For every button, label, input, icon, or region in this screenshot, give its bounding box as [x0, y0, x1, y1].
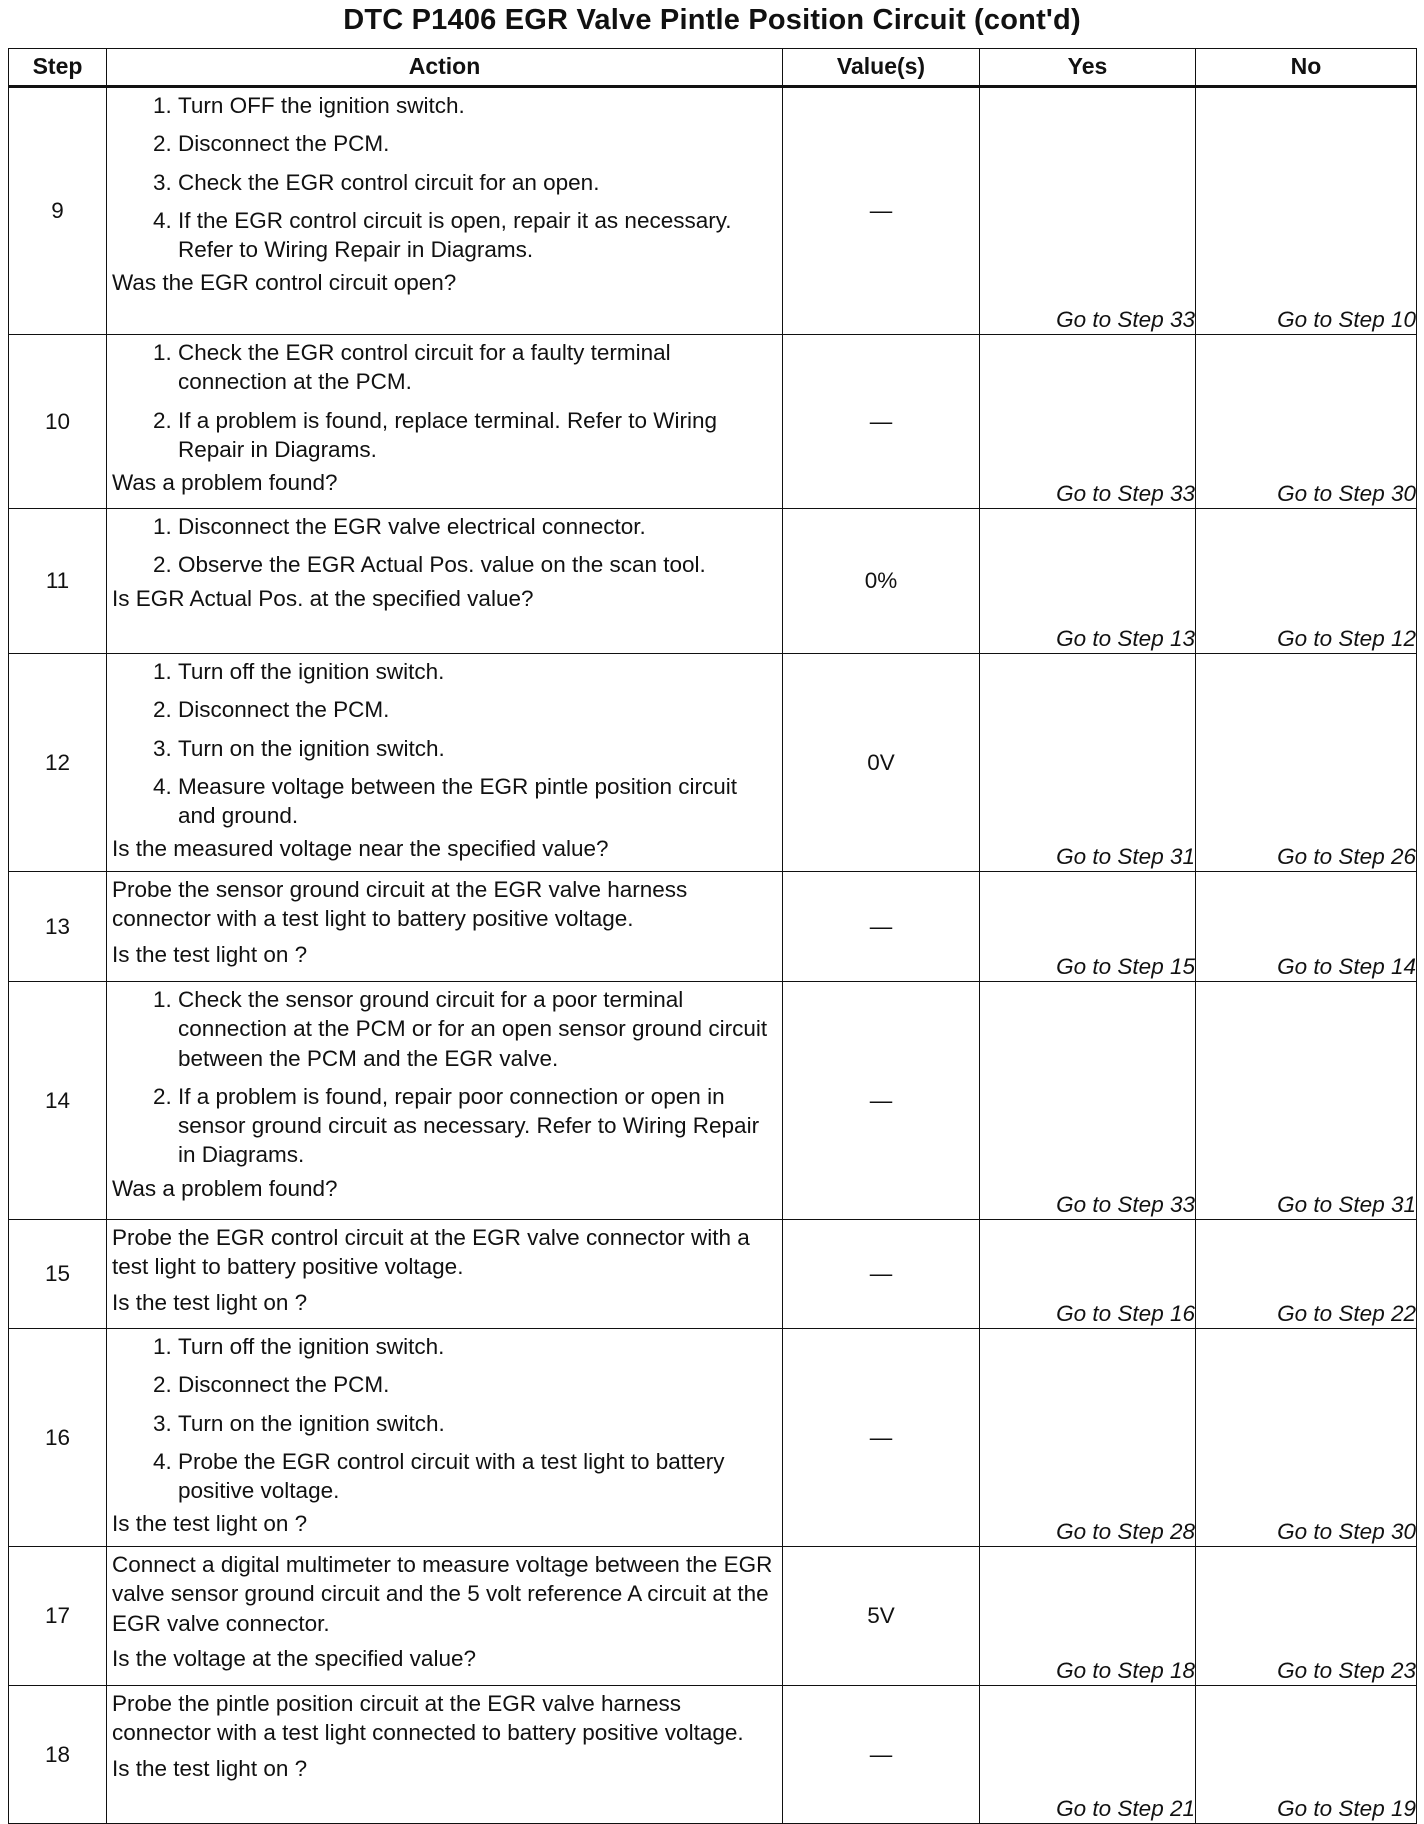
value-cell: —: [783, 872, 980, 982]
no-link[interactable]: Go to Step 31: [1196, 982, 1417, 1220]
yes-link[interactable]: Go to Step 33: [980, 87, 1196, 335]
action-step: 4. Probe the EGR control circuit with a test light to battery positive voltage.: [178, 1447, 778, 1506]
action-question: Is EGR Actual Pos. at the specified value?: [112, 585, 534, 611]
table-row-step-17: [9, 1547, 1417, 1686]
yes-link[interactable]: Go to Step 31: [980, 654, 1196, 872]
no-link[interactable]: Go to Step 30: [1196, 1329, 1417, 1547]
action-step: 1. Turn off the ignition switch.: [178, 1332, 778, 1361]
action-step: 1. Turn off the ignition switch.: [178, 657, 778, 686]
action-step: 2. If a problem is found, replace terminal. Refer to Wiring Repair in Diagrams.: [178, 406, 778, 465]
action-step: 4. Measure voltage between the EGR pintle position circuit and ground.: [178, 772, 778, 831]
no-link[interactable]: Go to Step 30: [1196, 335, 1417, 509]
step-number: 18: [9, 1686, 107, 1824]
yes-link[interactable]: Go to Step 33: [980, 335, 1196, 509]
value-cell: 0V: [783, 654, 980, 872]
action-step: 2. Observe the EGR Actual Pos. value on the scan tool.: [178, 550, 778, 579]
action-step: 1. Check the sensor ground circuit for a poor terminal connection at the PCM or for an open sensor ground circuit between the PCM and the EGR valve.: [178, 985, 778, 1073]
action-steps: [112, 338, 778, 468]
action-cell: [107, 872, 783, 982]
action-cell: [107, 1686, 783, 1824]
action-step: 4. If the EGR control circuit is open, repair it as necessary. Refer to Wiring Repair in Diagrams.: [178, 206, 778, 265]
table-row-step-18: [9, 1686, 1417, 1824]
table-row-step-15: [9, 1220, 1417, 1329]
yes-link[interactable]: Go to Step 18: [980, 1547, 1196, 1686]
yes-link[interactable]: Go to Step 21: [980, 1686, 1196, 1824]
action-cell: [107, 1220, 783, 1329]
no-link[interactable]: Go to Step 22: [1196, 1220, 1417, 1329]
yes-link[interactable]: Go to Step 33: [980, 982, 1196, 1220]
action-step: 3. Turn on the ignition switch.: [178, 734, 778, 763]
action-step: 1. Turn OFF the ignition switch.: [178, 91, 778, 120]
step-number: 11: [9, 509, 107, 654]
yes-link[interactable]: Go to Step 28: [980, 1329, 1196, 1547]
yes-link[interactable]: Go to Step 15: [980, 872, 1196, 982]
action-step: 1. Disconnect the EGR valve electrical connector.: [178, 512, 778, 541]
yes-link[interactable]: Go to Step 13: [980, 509, 1196, 654]
yes-link[interactable]: Go to Step 16: [980, 1220, 1196, 1329]
action-question: Is the test light on ?: [112, 1289, 308, 1315]
action-cell: [107, 509, 783, 654]
table-row-step-14: [9, 982, 1417, 1220]
value-cell: —: [783, 982, 980, 1220]
header-step: Step: [9, 49, 107, 87]
action-cell: [107, 335, 783, 509]
action-step: 2. If a problem is found, repair poor connection or open in sensor ground circuit as necessary. Refer to Wiring Repair in Diagrams.: [178, 1082, 778, 1170]
action-steps: [112, 512, 778, 584]
value-cell: —: [783, 87, 980, 335]
no-link[interactable]: Go to Step 23: [1196, 1547, 1417, 1686]
value-cell: 0%: [783, 509, 980, 654]
action-question: Was a problem found?: [112, 470, 338, 495]
table-row-step-12: [9, 654, 1417, 872]
action-text: Probe the EGR control circuit at the EGR valve connector with a test light to battery positive voltage.: [112, 1225, 750, 1280]
action-cell: [107, 87, 783, 335]
action-cell: [107, 654, 783, 872]
header-action: Action: [107, 49, 783, 87]
no-link[interactable]: Go to Step 19: [1196, 1686, 1417, 1824]
no-link[interactable]: Go to Step 14: [1196, 872, 1417, 982]
step-number: 13: [9, 872, 107, 982]
header-values: Value(s): [783, 49, 980, 87]
action-step: 1. Check the EGR control circuit for a faulty terminal connection at the PCM.: [178, 338, 778, 397]
no-link[interactable]: Go to Step 12: [1196, 509, 1417, 654]
no-link[interactable]: Go to Step 10: [1196, 87, 1417, 335]
step-number: 15: [9, 1220, 107, 1329]
action-step: 2. Disconnect the PCM.: [178, 695, 778, 724]
step-number: 12: [9, 654, 107, 872]
action-question: Is the test light on ?: [112, 941, 308, 967]
action-question: Is the test light on ?: [112, 1755, 308, 1781]
action-steps: [112, 985, 778, 1174]
value-cell: —: [783, 1220, 980, 1329]
table-row-step-10: [9, 335, 1417, 509]
table-row-step-13: [9, 872, 1417, 982]
action-question: Was the EGR control circuit open?: [112, 270, 457, 296]
action-question: Is the test light on ?: [112, 1511, 308, 1537]
value-cell: —: [783, 335, 980, 509]
action-text: Probe the pintle position circuit at the EGR valve harness connector with a test light connected to battery positive voltage.: [112, 1691, 744, 1746]
table-header-row: [9, 49, 1417, 87]
action-step: 3. Check the EGR control circuit for an open.: [178, 168, 778, 197]
table-row-step-9: [9, 87, 1417, 335]
table-row-step-11: [9, 509, 1417, 654]
step-number: 16: [9, 1329, 107, 1547]
table-row-step-16: [9, 1329, 1417, 1547]
no-link[interactable]: Go to Step 26: [1196, 654, 1417, 872]
action-question: Is the voltage at the specified value?: [112, 1645, 476, 1671]
action-steps: [112, 657, 778, 834]
action-cell: [107, 1547, 783, 1686]
step-number: 10: [9, 335, 107, 509]
header-no: No: [1196, 49, 1417, 87]
diagnostic-table: [8, 48, 1417, 1824]
action-step: 2. Disconnect the PCM.: [178, 1370, 778, 1399]
action-question: Was a problem found?: [112, 1175, 338, 1201]
action-cell: [107, 1329, 783, 1547]
action-step: 3. Turn on the ignition switch.: [178, 1409, 778, 1438]
header-yes: Yes: [980, 49, 1196, 87]
value-cell: 5V: [783, 1547, 980, 1686]
action-steps: [112, 1332, 778, 1509]
action-step: 2. Disconnect the PCM.: [178, 129, 778, 158]
action-text: Connect a digital multimeter to measure voltage between the EGR valve sensor ground circuit and the 5 volt reference A circuit at the EGR valve connector.: [112, 1552, 773, 1636]
step-number: 14: [9, 982, 107, 1220]
page-title: DTC P1406 EGR Valve Pintle Position Circuit (cont'd): [343, 4, 1081, 36]
action-cell: [107, 982, 783, 1220]
action-question: Is the measured voltage near the specified value?: [112, 836, 609, 862]
value-cell: —: [783, 1329, 980, 1547]
action-steps: [112, 91, 778, 268]
action-text: Probe the sensor ground circuit at the EGR valve harness connector with a test light to battery positive voltage.: [112, 877, 688, 932]
step-number: 17: [9, 1547, 107, 1686]
value-cell: —: [783, 1686, 980, 1824]
step-number: 9: [9, 87, 107, 335]
